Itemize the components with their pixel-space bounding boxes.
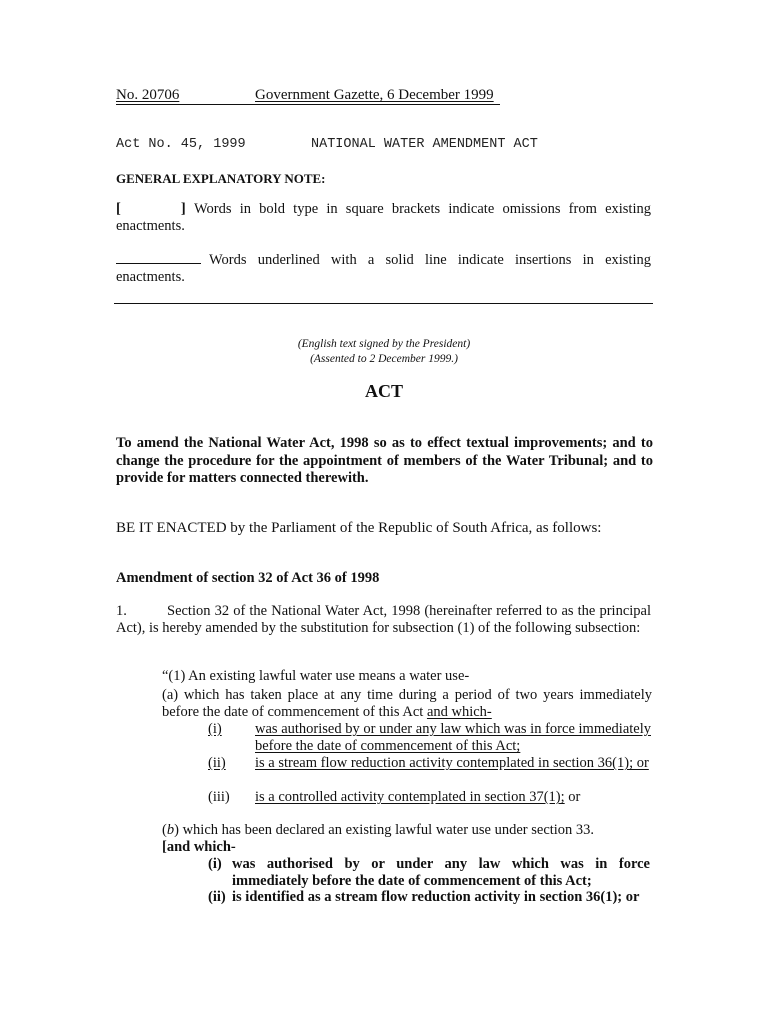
assent-signed: (English text signed by the President) [297,338,471,350]
inserted-item-iii-line [255,789,580,806]
act-number: Act No. 45, 1999 [116,137,246,152]
gazette-number: No. 20706 [116,87,180,103]
note-bracket-text: Words in bold type in square brackets indicate omissions from existing enactments. [116,201,651,234]
omitted-intro: [and which- [162,839,236,855]
note-underline-text: Words underlined with a solid line indicate insertions in existing enactments. [116,252,651,285]
omitted-item-i-text: was authorised by or under any law which was in force immediately before the date of commencement of this Act; [232,856,650,889]
omitted-item-ii-num: (ii) [208,889,226,905]
gazette-title: Government Gazette, 6 December 1999 [255,87,494,103]
section-1-number: 1. [116,603,127,619]
paragraph-a-text: (a) which has taken place at any time during a period of two years immediately before the date of commencement of this Act [162,687,652,720]
enacting-formula: BE IT ENACTED by the Parliament of the Republic of South Africa, as follows: [116,520,602,536]
omitted-item-ii-text: is identified as a stream flow reduction activity in section 36(1); or [232,889,640,905]
inserted-item-i-num: (i) [208,721,222,737]
section-1-paragraph [116,603,651,637]
note-bracket-line: [ ] Words in bold type in square brackets indicate omissions from existing enactments. [116,201,651,234]
paragraph-b: (b) which has been declared an existing lawful water use under section 33. [162,822,595,838]
inserted-item-iii-text: is a controlled activity contemplated in section 37(1); [255,789,565,805]
long-title: To amend the National Water Act, 1998 so as to effect textual improvements; and to change the procedure for the appointment of members of the Water Tribunal; and to provide for matters connected therewith. [116,435,653,486]
inserted-item-i-text: was authorised by or under any law which was in force immediately before the date of commencement of this Act; [255,721,651,754]
paragraph-a [162,687,652,721]
act-heading: ACT [364,381,403,401]
paragraph-a-inserted: and which- [426,704,492,720]
note-divider [114,303,653,304]
paragraph-b-label: b [166,822,175,838]
note-underline-marker [116,251,201,264]
explanatory-note-heading: GENERAL EXPLANATORY NOTE: [116,171,326,186]
omitted-item-i-num: (i) [208,856,222,872]
section-heading: Amendment of section 32 of Act 36 of 1998 [116,570,380,586]
act-title: NATIONAL WATER AMENDMENT ACT [311,137,538,152]
inserted-item-iii-tail: or [568,789,581,805]
inserted-item-ii-text: is a stream flow reduction activity contemplated in section 36(1); or [255,755,649,771]
paragraph-b-text: which has been declared an existing lawful water use under section 33. [182,822,595,838]
inserted-item-iii-num: (iii) [208,789,230,805]
assent-date: (Assented to 2 December 1999.) [310,353,458,365]
header-underline [116,104,500,105]
inserted-item-ii-num: (ii) [208,755,226,771]
note-underline-line [116,251,651,286]
section-1-text: Section 32 of the National Water Act, 1998 (hereinafter referred to as the principal Act), is hereby amended by the substitution for subsection (1) of the following subsection: [116,603,651,636]
subsection-intro: “(1) An existing lawful water use means a water use- [162,668,470,684]
